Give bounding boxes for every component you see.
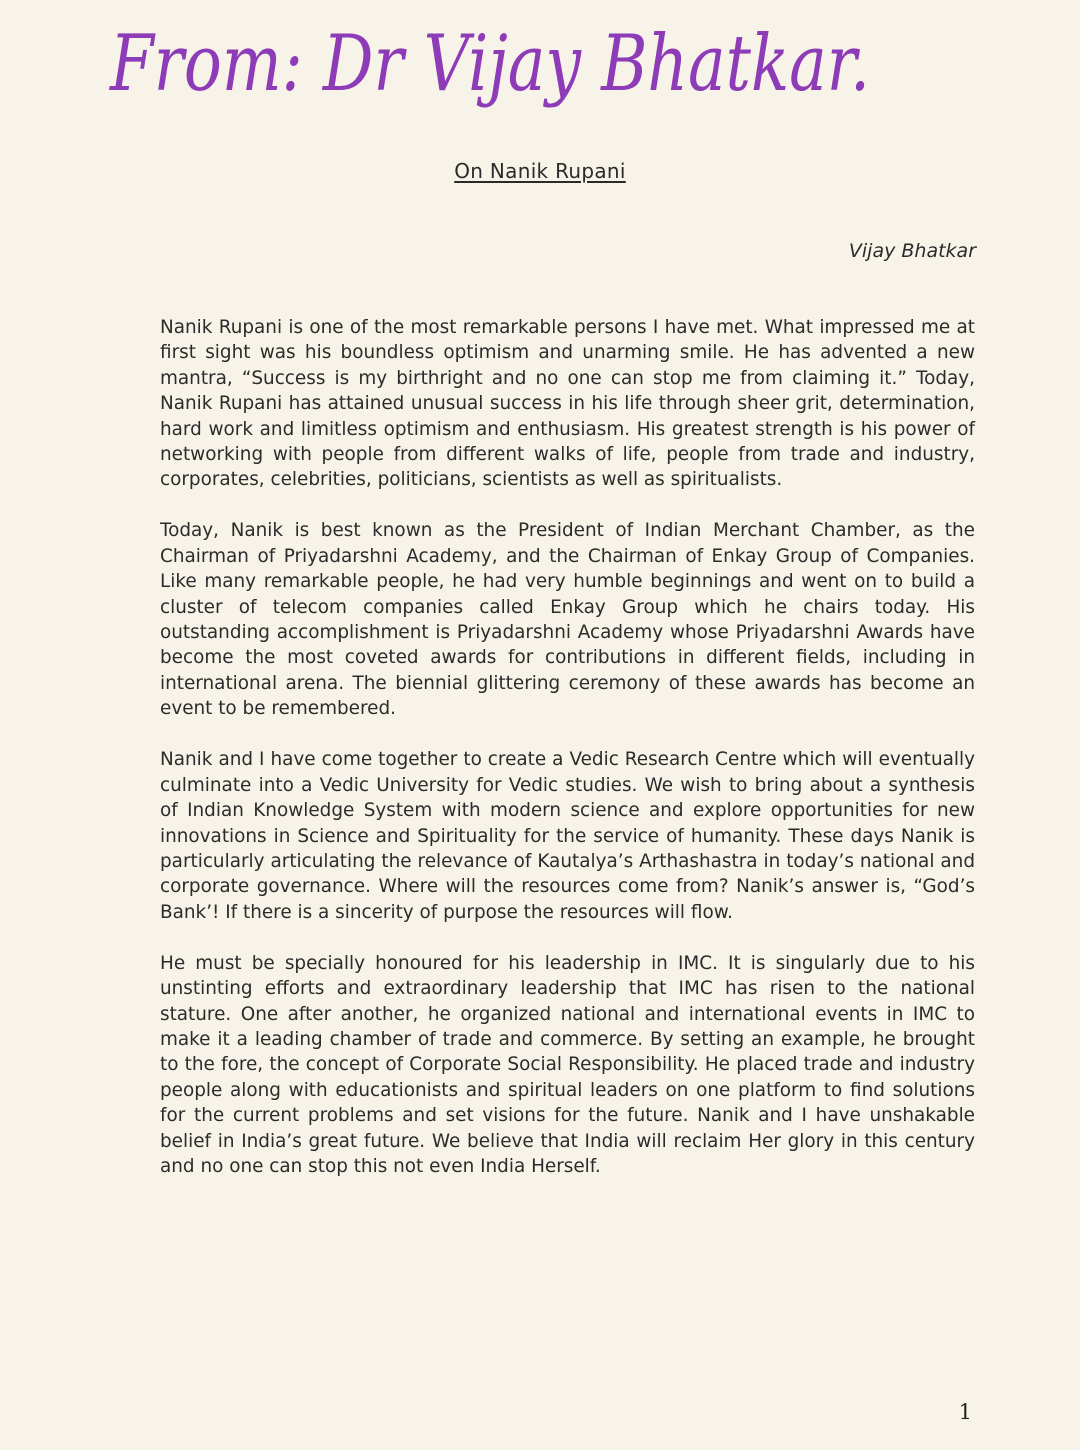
paragraph: Today, Nanik is best known as the President of Indian Merchant Chamber, as the Chairman of Priyadarshni Academy, and the Chairman of Enkay Group of Companies. Like many remarkable people, he had very humble beginnings and went on to build a cluster of telecom companies called Enkay Group which he chairs today. His outstanding accomplishment is Priyadarshni Academy whose Priyadarshni Awards have become the most coveted awards for contributions in different fields, including in international arena. The biennial glittering ceremony of these awards has become an event to be remembered. (160, 520, 975, 720)
page-number: 1 (958, 1400, 972, 1424)
paragraph: He must be specially honoured for his leadership in IMC. It is singularly due to his unstinting efforts and extraordinary leadership that IMC has risen to the national stature. One after another, he organized national and international events in IMC to make it a leading chamber of trade and commerce. By setting an example, he brought to the fore, the concept of Corporate Social Responsibility. He placed trade and industry people along with educationists and spiritual leaders on one platform to find solutions for the current problems and set visions for the future. Nanik and I have unshakable belief in India’s great future. We believe that India will reclaim Her glory in this century and no one can stop this not even India Herself. (160, 952, 975, 1177)
handwritten-signature-note (100, 2, 900, 152)
author-name: Vijay Bhatkar (848, 240, 976, 262)
document-body (160, 315, 975, 1205)
handwritten-note-text: From: Dr Vijay Bhatkar. (108, 19, 871, 109)
paragraph: Nanik Rupani is one of the most remarkable persons I have met. What impressed me at first sight was his boundless optimism and unarming smile. He has advented a new mantra, “Success is my birthright and no one can stop me from claiming it.” Today, Nanik Rupani has attained unusual success in his life through sheer grit, determination, hard work and limitless optimism and enthusiasm. His greatest strength is his power of networking with people from different walks of life, people from trade and industry, corporates, celebrities, politicians, scientists as well as spiritualists. (160, 317, 975, 491)
document-title: On Nanik Rupani (454, 159, 626, 183)
paragraph: Nanik and I have come together to create a Vedic Research Centre which will eventually culminate into a Vedic University for Vedic studies. We wish to bring about a synthesis of Indian Knowledge System with modern science and explore opportunities for new innovations in Science and Spirituality for the service of humanity. These days Nanik is particularly articulating the relevance of Kautalya’s Arthashastra in today’s national and corporate governance. Where will the resources come from? Nanik’s answer is, “God’s Bank’! If there is a sincerity of purpose the resources will flow. (160, 749, 975, 923)
